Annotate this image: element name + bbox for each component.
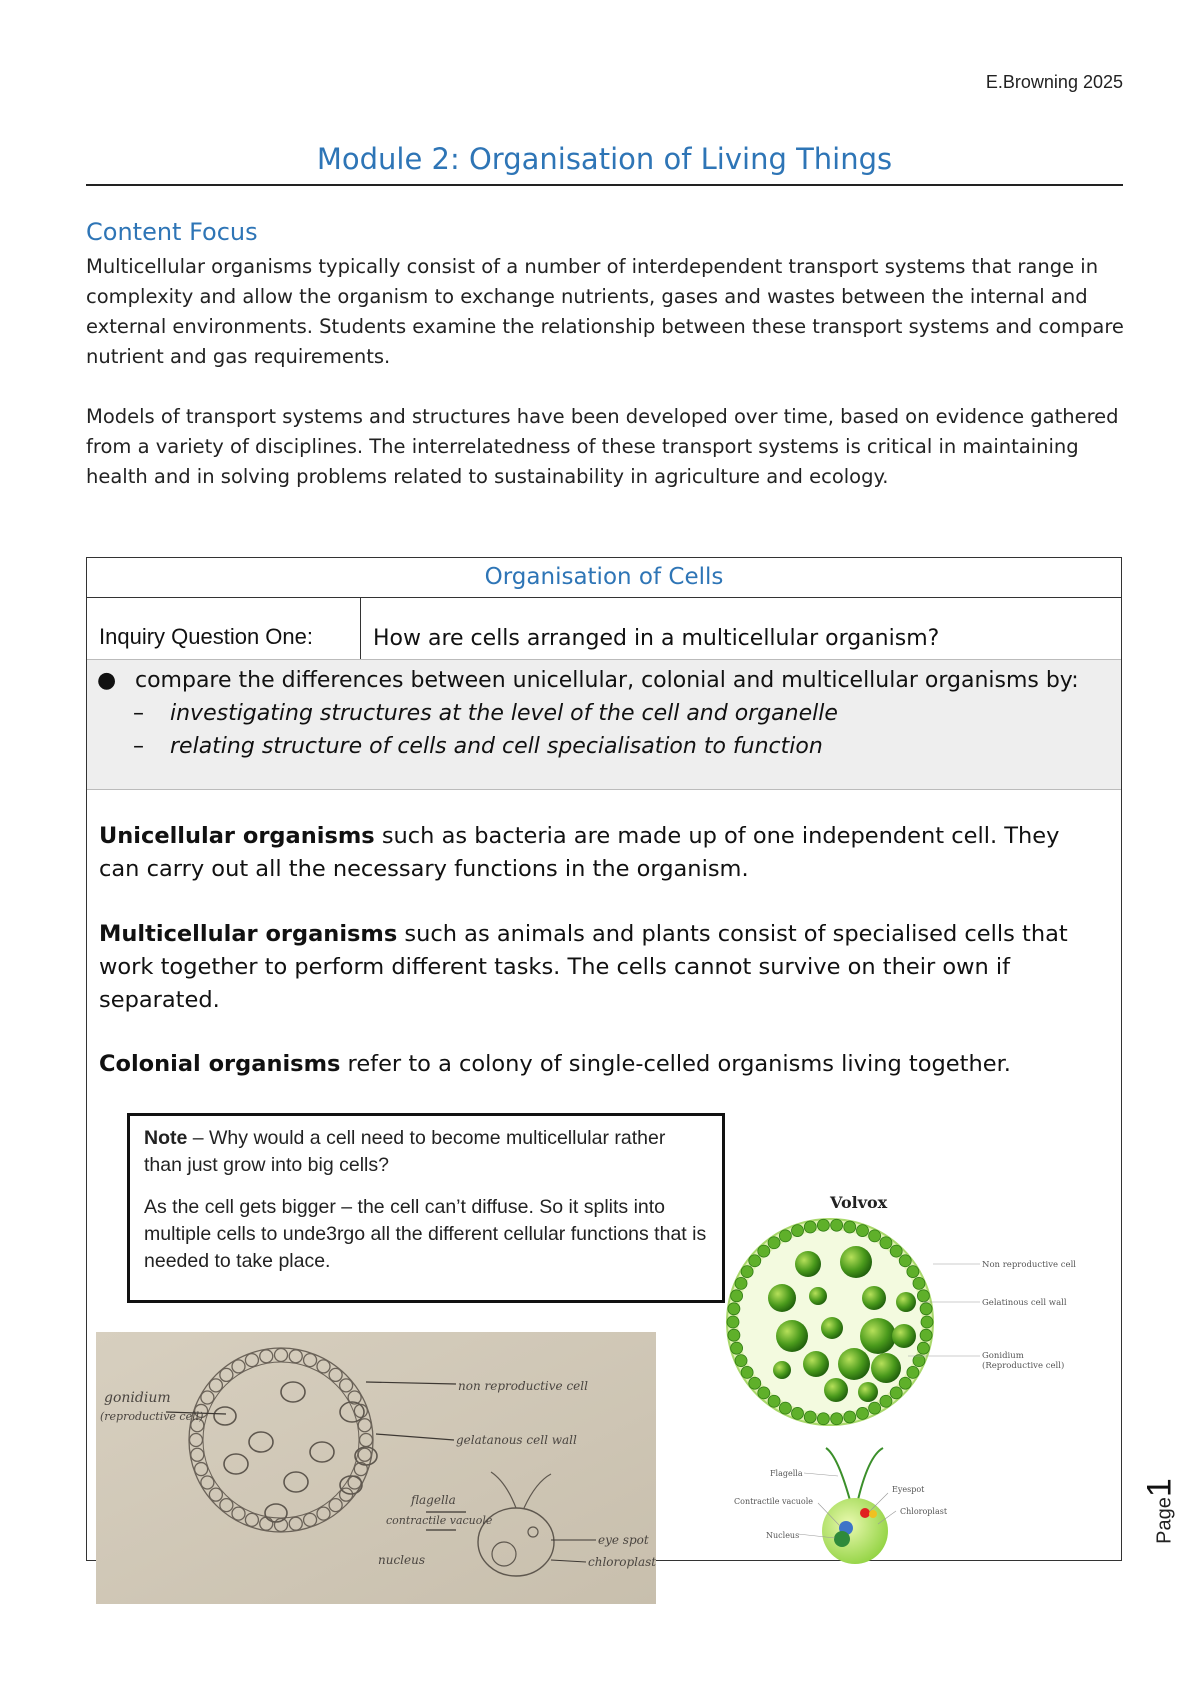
sub-point-text: investigating structures at the level of the cell and organelle [170,701,838,726]
sub-point-text: relating structure of cells and cell specialisation to function [170,734,823,759]
unicellular-paragraph [99,820,1099,886]
colonial-paragraph [99,1048,1099,1081]
bullet-icon: ● [97,668,117,693]
page-number [1140,1456,1179,1566]
table-heading: Organisation of Cells [87,558,1121,598]
diagram-label-non-reproductive: Non reproductive cell [982,1260,1077,1270]
header-credit: E.Browning 2025 [985,72,1123,92]
colonial-text: refer to a colony of single-celled organisms living together. [340,1051,1011,1077]
sketch-label-gonidium-note: (reproductive cell) [100,1410,204,1423]
dot-point [97,664,1111,697]
inquiry-question-row [87,598,1121,660]
sub-point [97,697,1111,730]
page-word: Page [1153,1497,1176,1544]
dot-point-text: compare the differences between unicellular, colonial and multicellular organisms by: [135,668,1079,693]
note-answer: As the cell gets bigger – the cell can’t diffuse. So it splits into multiple cells to unde3rgo all the different cellular functions that is needed to take place. [144,1196,707,1272]
sketch-label-chloroplast: chloroplast [588,1555,656,1569]
sketch-label-flagella: flagella [411,1493,456,1507]
sketch-label-gonidium: gonidium [104,1390,171,1406]
diagram-label-gelatinous: Gelatinous cell wall [982,1298,1067,1308]
diagram-label-gonidium-note: (Reproductive cell) [982,1361,1065,1371]
multicellular-text: such as animals and plants consist of specialised cells that work together to perform different tasks. The cells cannot survive on their own if separated. [99,921,1068,1013]
content-focus-heading: Content Focus [86,218,258,246]
volvox-diagram [718,1186,1118,1580]
content-focus-paragraph: Models of transport systems and structures have been developed over time, based on evidence gathered from a variety of disciplines. The interrelatedness of these transport systems is critical in maintaining health and in solving problems related to sustainability in agriculture and ecology. [86,405,1119,488]
diagram-title: Volvox [830,1193,888,1212]
diagram-label-flagella: Flagella [770,1469,803,1478]
diagram-label-eyespot: Eyespot [892,1485,925,1494]
note-box [127,1113,725,1303]
sub-point [97,730,1111,763]
volvox-sketch-photo [96,1332,656,1604]
unicellular-text: such as bacteria are made up of one independent cell. They can carry out all the necessary functions in the organism. [99,823,1060,882]
multicellular-paragraph [99,918,1099,1017]
dash-icon: – [133,734,144,759]
diagram-label-contractile: Contractile vacuole [734,1497,814,1506]
diagram-label-gonidium: Gonidium [982,1351,1024,1361]
dash-icon: – [133,701,144,726]
page-number-value: 1 [1140,1478,1179,1498]
diagram-label-nucleus: Nucleus [766,1531,800,1540]
sketch-label-gelatinous: gelatanous cell wall [456,1433,577,1447]
sketch-label-eye-spot: eye spot [598,1533,649,1547]
diagram-label-chloroplast: Chloroplast [900,1507,948,1516]
sketch-label-non-reproductive: non reproductive cell [458,1379,588,1393]
page-title: Module 2: Organisation of Living Things [86,140,1123,186]
multicellular-term: Multicellular organisms [99,921,398,947]
note-label: Note [144,1127,188,1149]
syllabus-dot-points [87,660,1121,790]
sketch-label-contractile: contractile vacuole [386,1514,493,1527]
colonial-term: Colonial organisms [99,1051,341,1077]
content-focus-paragraph: Multicellular organisms typically consist of a number of interdependent transport systems that range in complexity and allow the organism to exchange nutrients, gases and wastes between the internal and external environments. Students examine the relationship between these transport systems and compare nutrient and gas requirements. [86,255,1124,368]
sketch-label-nucleus: nucleus [378,1553,426,1567]
inquiry-question-text: How are cells arranged in a multicellular organism? [373,626,940,651]
unicellular-term: Unicellular organisms [99,823,375,849]
note-question: – Why would a cell need to become multicellular rather than just grow into big cells? [144,1127,666,1176]
inquiry-question-label: Inquiry Question One: [87,598,361,659]
